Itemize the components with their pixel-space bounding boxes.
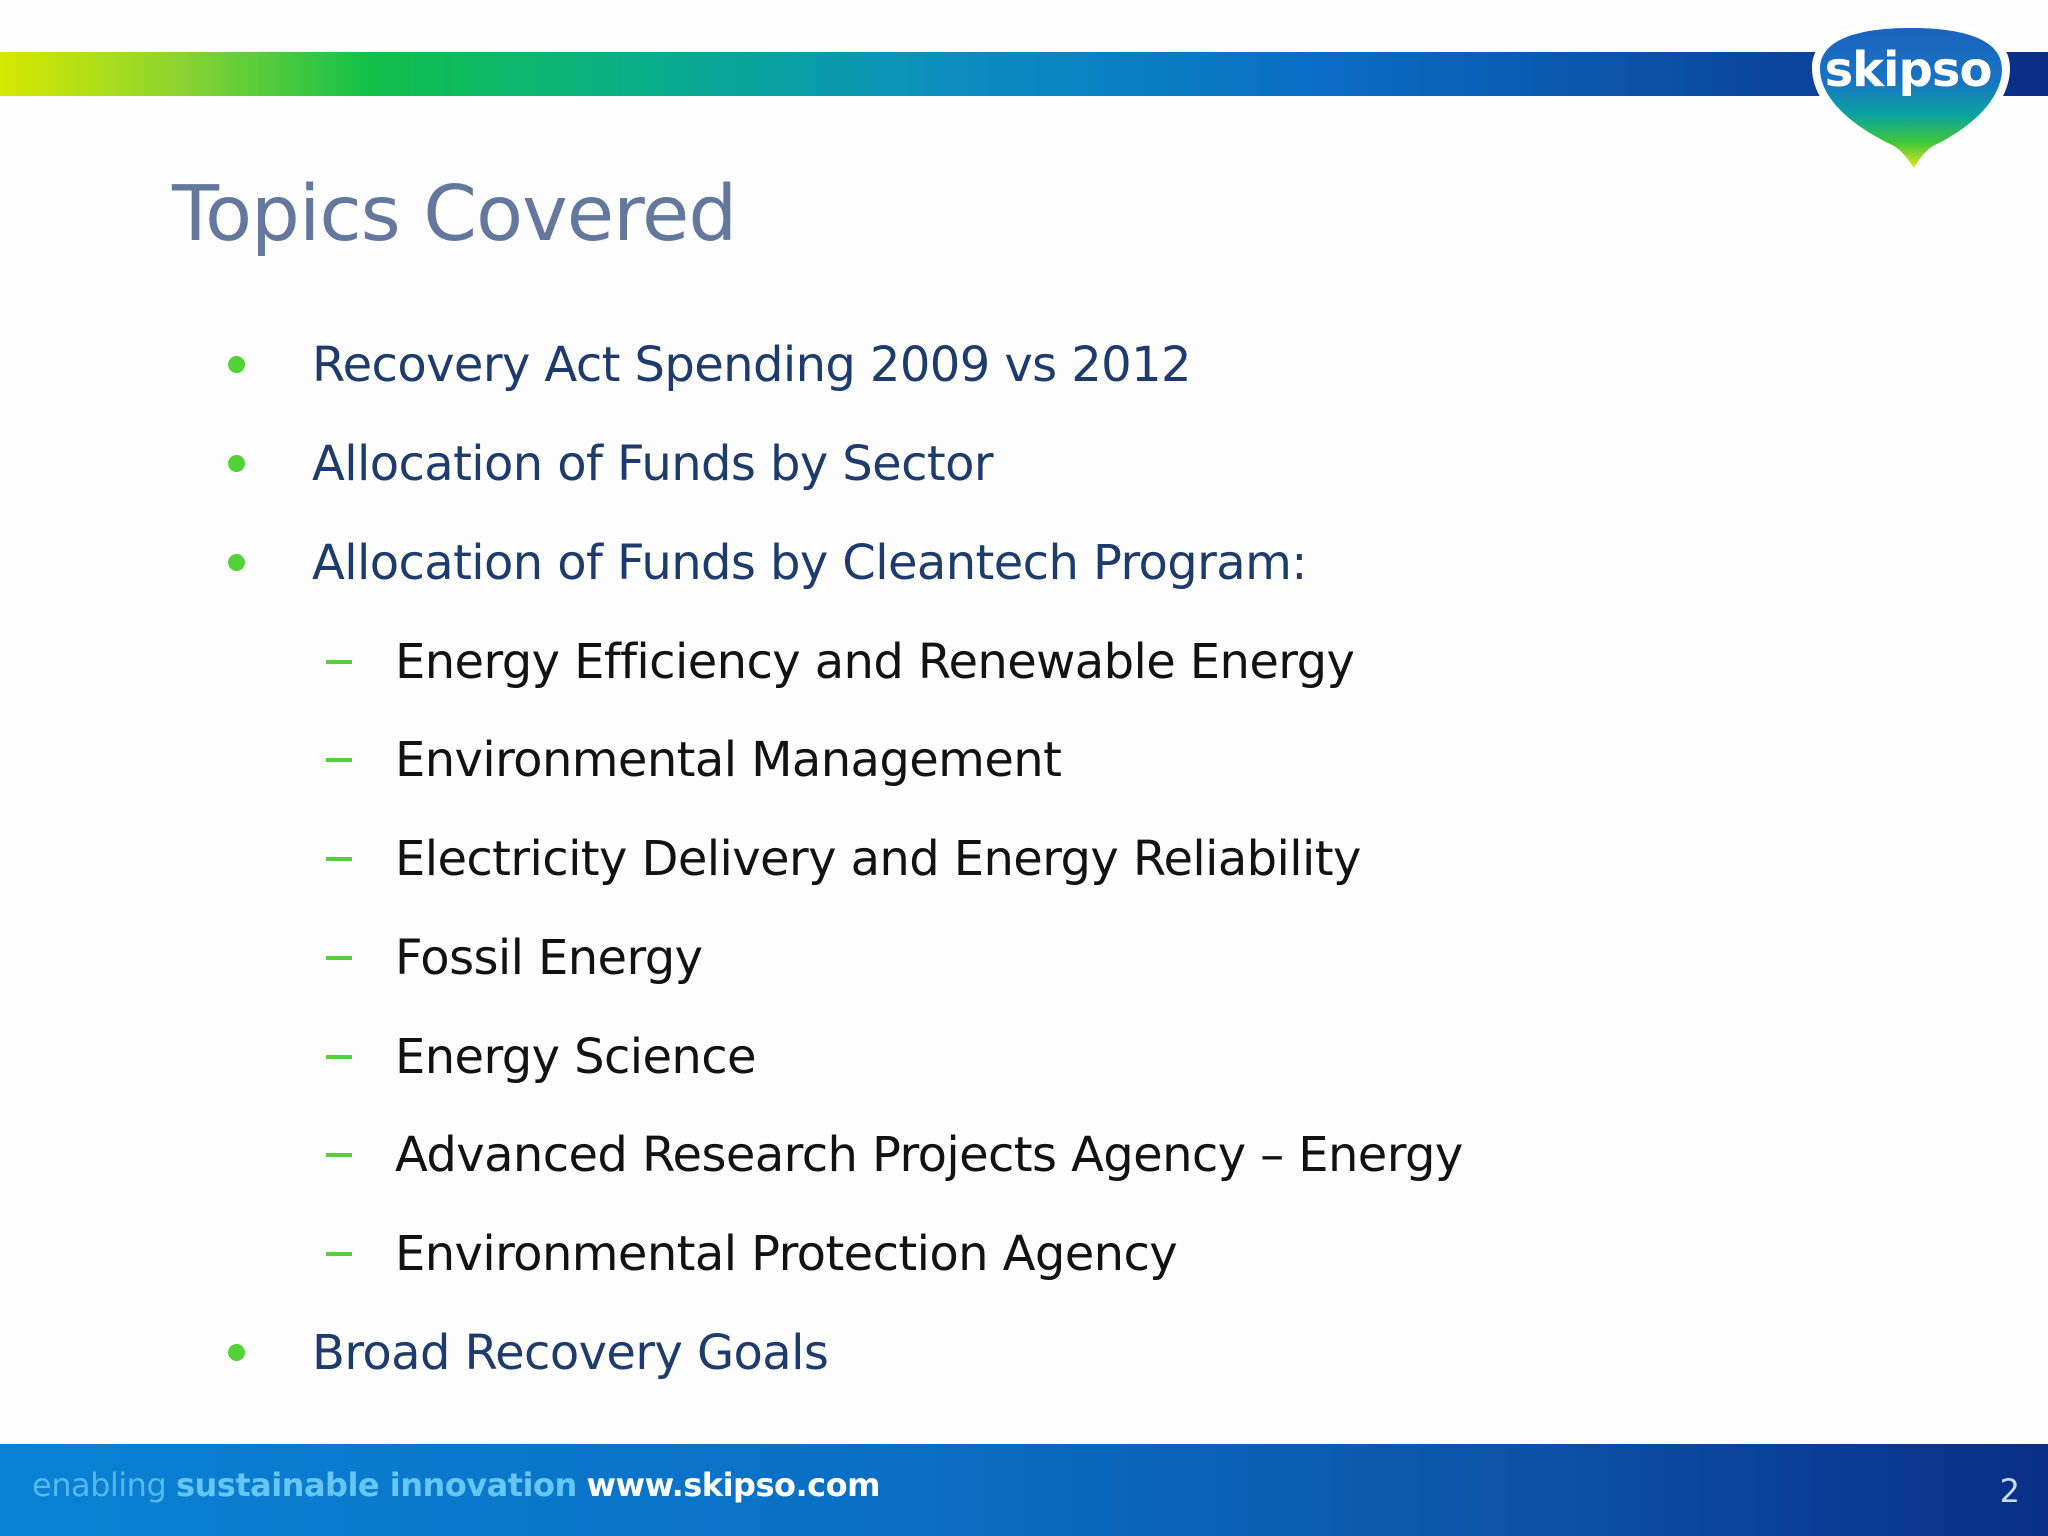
subtopic-item [326,819,1361,899]
topic-text: Allocation of Funds by Cleantech Program: [312,535,1307,591]
subtopic-text: Environmental Management [395,732,1062,788]
subtopic-text: Advanced Research Projects Agency – Energy [395,1127,1463,1183]
topic-item [228,1313,828,1393]
subtopic-item [326,1017,756,1097]
tagline-emphasis: sustainable innovation [175,1466,577,1504]
green-dash-bullet-icon [326,1252,352,1256]
green-dash-bullet-icon [326,1153,352,1157]
topic-text: Broad Recovery Goals [312,1325,829,1381]
tagline-prefix: enabling [32,1466,167,1504]
green-dash-bullet-icon [326,660,352,664]
topic-text: Allocation of Funds by Sector [312,436,994,492]
green-dot-bullet-icon [228,356,245,373]
subtopic-text: Energy Efficiency and Renewable Energy [395,634,1355,690]
subtopic-item [326,622,1354,702]
subtopic-text: Fossil Energy [395,930,703,986]
page-number: 2 [1999,1472,2020,1510]
subtopic-text: Environmental Protection Agency [395,1226,1178,1282]
slide-title: Topics Covered [172,170,737,259]
green-dash-bullet-icon [326,956,352,960]
green-dot-bullet-icon [228,554,245,571]
green-dot-bullet-icon [228,455,245,472]
subtopic-text: Energy Science [395,1029,756,1085]
green-dash-bullet-icon [326,857,352,861]
skipso-logo [1804,12,2018,192]
footer-url: www.skipso.com [586,1466,880,1504]
topic-item [228,424,993,504]
green-dash-bullet-icon [326,758,352,762]
subtopic-item [326,720,1061,800]
subtopic-item [326,1115,1463,1195]
subtopic-item [326,1214,1177,1294]
green-dash-bullet-icon [326,1055,352,1059]
footer-tagline [32,1466,880,1504]
subtopic-item [326,918,702,998]
topic-item [228,523,1307,603]
top-gradient-bar [0,52,2048,96]
topic-text: Recovery Act Spending 2009 vs 2012 [312,337,1191,393]
footer-bar [0,1444,2048,1536]
topic-item [228,325,1191,405]
subtopic-text: Electricity Delivery and Energy Reliability [395,831,1361,887]
svg-text:skipso: skipso [1824,42,1992,98]
green-dot-bullet-icon [228,1344,245,1361]
